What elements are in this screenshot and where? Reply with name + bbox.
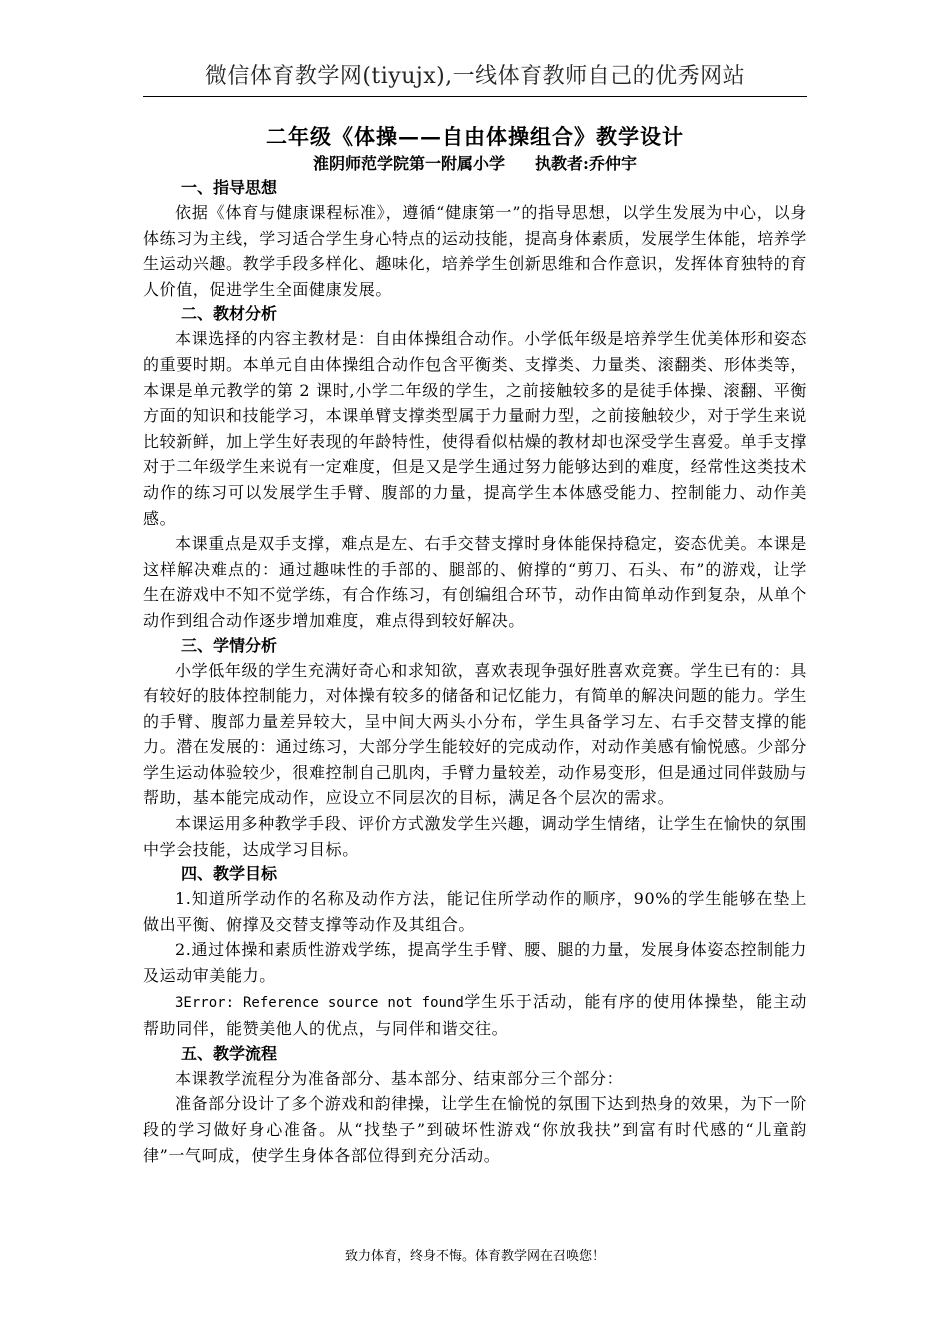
- goal-item: 1.知道所学动作的名称及动作方法，能记住所学动作的顺序，90%的学生能够在垫上做出平衡、俯撑及交替支撑等动作及其组合。: [143, 889, 807, 934]
- section-heading-teaching-goals: 四、教学目标: [181, 864, 278, 884]
- teacher-name: 执教者:乔仲宇: [535, 154, 637, 173]
- page-footer: 致力体育，终身不悔。体育教学网在召唤您！: [344, 1249, 605, 1264]
- page-header: 微信体育教学网(tiyujx),一线体育教师自己的优秀网站: [204, 64, 746, 89]
- paragraph: 依据《体育与健康课程标准》，遵循“健康第一”的指导思想，以学生发展为中心，以身体练习为主线，学习适合学生身心特点的运动技能，提高身体素质，发展学生体能，培养学生运动兴趣。教学手段多样化、趣味化，培养学生创新思维和合作意识，发挥体育独特的育人价值，促进学生全面健康发展。: [143, 203, 808, 299]
- section-heading-guiding-idea: 一、指导思想: [181, 178, 278, 197]
- document-subtitle: [143, 152, 807, 176]
- paragraph: 本课选择的内容主教材是：自由体操组合动作。小学低年级是培养学生优美体形和姿态的重要时期。本单元自由体操组合动作包含平衡类、支撑类、力量类、滚翻类、形体类等，本课是单元教学的第 2 课时,小学二年级的学生，之前接触较多的是徒手体操、滚翻、平衡方面的知识和技能学习，本课单臂支撑类型属于力量耐力型，之前接触较少，对于学生来说比较新鲜，加上学生好表现的年龄特性，使得看似枯燥的教材却也深受学生喜爱。单手支撑对于二年级学生来说有一定难度，但是又是学生通过努力能够达到的难度，经常性这类技术动作的练习可以发展学生手臂、腹部的力量，提高学生本体感受能力、控制能力、动作美感。: [143, 329, 808, 528]
- section-heading-teaching-process: 五、教学流程: [181, 1043, 278, 1063]
- section-heading-student-analysis: 三、学情分析: [181, 635, 278, 655]
- error-reference-text: 3Error: Reference source not found: [175, 994, 464, 1011]
- paragraph: 小学低年级的学生充满好奇心和求知欲，喜欢表现争强好胜喜欢竞赛。学生已有的：具有较好的肢体控制能力，对体操有较多的储备和记忆能力，有简单的解决问题的能力。学生的手臂、腹部力量差异较大，呈中间大两头小分布，学生具备学习左、右手交替支撑的能力。潜在发展的：通过练习，大部分学生能较好的完成动作，对动作美感有愉悦感。少部分学生运动体验较少，很难控制自己肌肉，手臂力量较差，动作易变形，但是通过同伴鼓励与帮助，基本能完成动作，应设立不同层次的目标，满足各个层次的需求。: [143, 660, 808, 808]
- school-name: 淮阴师范学院第一附属小学: [313, 154, 506, 173]
- section-heading-material-analysis: 二、教材分析: [181, 304, 278, 324]
- goal-item: [143, 989, 807, 1042]
- document-body: [143, 122, 807, 1168]
- paragraph: 本课运用多种教学手段、评价方式激发学生兴趣，调动学生情绪，让学生在愉快的氛围中学会技能，达成学习目标。: [143, 814, 807, 859]
- paragraph: 本课重点是双手支撑，难点是左、右手交替支撑时身体能保持稳定，姿态优美。本课是这样解决难点的：通过趣味性的手部的、腿部的、俯撑的“剪刀、石头、布”的游戏，让学生在游戏中不知不觉学练，有合作练习，有创编组合环节，动作由简单动作到复杂，从单个动作到组合动作逐步增加难度，难点得到较好解决。: [143, 534, 808, 630]
- goal-item-text: 学生乐于活动，能有序的使用体操垫，能主动帮助同伴，能赞美他人的优点，与同伴和谐交往。: [143, 991, 807, 1039]
- goal-item: 2.通过体操和素质性游戏学练，提高学生手臂、腰、腿的力量，发展身体姿态控制能力及运动审美能力。: [143, 940, 807, 986]
- header-divider: [143, 96, 807, 97]
- paragraph: 准备部分设计了多个游戏和韵律操，让学生在愉悦的氛围下达到热身的效果，为下一阶段的学习做好身心准备。从“找垫子”到破坏性游戏“你放我扶”到富有时代感的“儿童韵律”一气呵成，使学生身体各部位得到充分活动。: [143, 1094, 807, 1165]
- document-title: 二年级《体操——自由体操组合》教学设计: [266, 124, 684, 149]
- paragraph: 本课教学流程分为准备部分、基本部分、结束部分三个部分：: [175, 1068, 624, 1088]
